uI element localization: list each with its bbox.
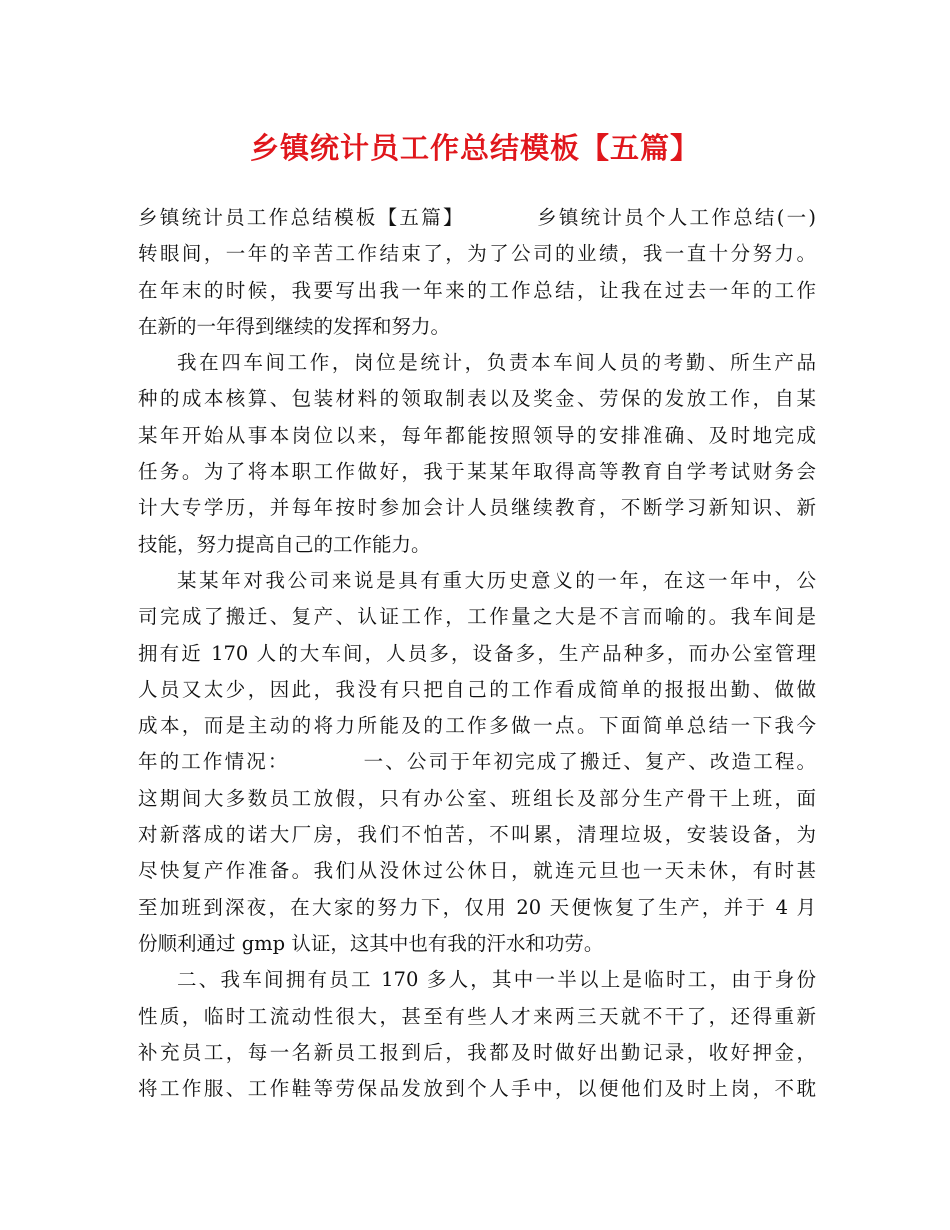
document-title: 乡镇统计员工作总结模板【五篇】 xyxy=(249,131,700,165)
text-segment: 乡镇统计员个人工作总结(一) xyxy=(534,206,816,229)
text-line: 任务。为了将本职工作做好，我于某某年取得高等教育自学考试财务会 xyxy=(138,460,816,484)
text-line: 转眼间，一年的辛苦工作结束了，为了公司的业绩，我一直十分努力。 xyxy=(138,242,816,266)
text-line: 在年末的时候，我要写出我一年来的工作总结，让我在过去一年的工作 xyxy=(138,278,816,302)
text-line xyxy=(138,744,816,780)
text-line: 这期间大多数员工放假，只有办公室、班组长及部分生产骨干上班，面 xyxy=(138,786,816,810)
text-line: 对新落成的诺大厂房，我们不怕苦，不叫累，清理垃圾，安装设备，为 xyxy=(138,823,816,847)
text-line: 技能，努力提高自己的工作能力。 xyxy=(138,532,431,556)
text-segment: 一、公司于年初完成了搬迁、复产、改造工程。 xyxy=(361,750,816,774)
text-line: 拥有近 170 人的大车间，人员多，设备多，生产品种多，而办公室管理 xyxy=(138,641,816,665)
text-line: 我在四车间工作，岗位是统计，负责本车间人员的考勤、所生产品 xyxy=(177,351,816,375)
text-line: 尽快复产作准备。我们从没休过公休日，就连元旦也一天未休，有时甚 xyxy=(138,859,816,883)
text-line: 某年开始从事本岗位以来，每年都能按照领导的安排准确、及时地完成 xyxy=(138,423,816,447)
text-line: 二、我车间拥有员工 170 多人，其中一半以上是临时工，由于身份 xyxy=(177,968,816,992)
text-line: 性质，临时工流动性很大，甚至有些人才来两三天就不干了，还得重新 xyxy=(138,1004,816,1028)
text-line xyxy=(138,200,816,236)
text-line: 某某年对我公司来说是具有重大历史意义的一年，在这一年中，公 xyxy=(177,568,816,592)
text-line: 份顺利通过 gmp 认证，这其中也有我的汗水和功劳。 xyxy=(138,931,604,955)
document-body xyxy=(138,200,816,1107)
text-line: 计大专学历，并每年按时参加会计人员继续教育，不断学习新知识、新 xyxy=(138,496,816,520)
text-line: 司完成了搬迁、复产、认证工作，工作量之大是不言而喻的。我车间是 xyxy=(138,605,816,629)
text-segment: 乡镇统计员工作总结模板【五篇】 xyxy=(138,206,465,229)
text-line: 人员又太少，因此，我没有只把自己的工作看成简单的报报出勤、做做 xyxy=(138,677,816,701)
text-line: 将工作服、工作鞋等劳保品发放到个人手中，以便他们及时上岗，不耽 xyxy=(138,1077,816,1101)
text-segment: 年的工作情况： xyxy=(138,750,290,774)
text-line: 在新的一年得到继续的发挥和努力。 xyxy=(138,314,451,338)
text-line: 种的成本核算、包装材料的领取制表以及奖金、劳保的发放工作，自某 xyxy=(138,387,816,411)
text-line: 至加班到深夜，在大家的努力下，仅用 20 天便恢复了生产，并于 4 月 xyxy=(138,895,816,919)
text-line: 成本，而是主动的将力所能及的工作多做一点。下面简单总结一下我今 xyxy=(138,714,816,738)
text-line: 补充员工，每一名新员工报到后，我都及时做好出勤记录，收好押金， xyxy=(138,1040,816,1064)
